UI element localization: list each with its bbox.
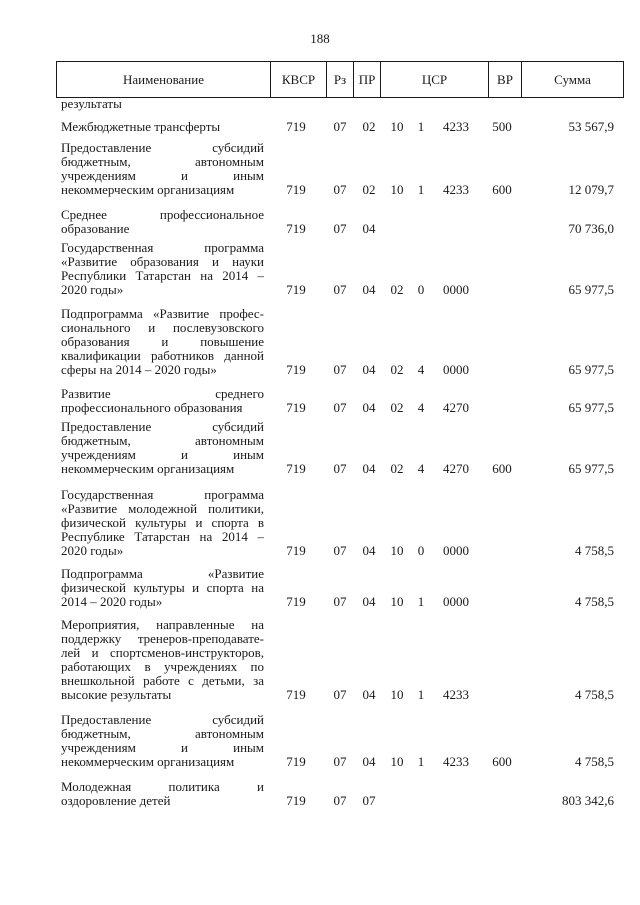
cell-kvsr: 719: [286, 119, 306, 134]
row-name-line: образования и повышение: [61, 334, 264, 349]
cell-kvsr: 719: [286, 282, 306, 297]
row-name-line: поддержку тренеров-преподавате-: [61, 631, 264, 646]
cell-rz: 07: [333, 221, 347, 236]
cell-kvsr: 719: [286, 687, 306, 702]
cell-sum: 65 977,5: [568, 400, 614, 415]
cell-rz: 07: [333, 400, 347, 415]
cell-sum: 70 736,0: [568, 221, 614, 236]
cell-rz: 07: [333, 119, 347, 134]
row-name-line: Межбюджетные трансферты: [61, 119, 221, 134]
row-name-line: 2020 годы»: [61, 543, 124, 558]
cell-csr3: 0000: [443, 543, 469, 558]
cell-kvsr: 719: [286, 221, 306, 236]
row-name: [61, 780, 264, 808]
cell-csr3: 4270: [443, 400, 469, 415]
cell-sum: 4 758,5: [575, 754, 614, 769]
cell-csr1: 10: [390, 543, 404, 558]
cell-rz: 07: [333, 362, 347, 377]
row-name-line: учреждениям и иным: [61, 168, 264, 183]
row-name-line: Республике Татарстан на 2014 –: [61, 529, 264, 544]
row-name-line: сферы на 2014 – 2020 годы»: [61, 362, 217, 377]
cell-rz: 07: [333, 754, 347, 769]
row-name-line: некоммерческим организациям: [61, 754, 235, 769]
cell-kvsr: 719: [286, 461, 306, 476]
row-name-line: некоммерческим организациям: [61, 461, 235, 476]
cell-pr: 04: [362, 362, 376, 377]
cell-csr1: 02: [390, 282, 404, 297]
table-header: [56, 61, 624, 98]
cell-sum: 803 342,6: [562, 793, 614, 808]
cell-pr: 04: [362, 754, 376, 769]
header-pr: ПР: [354, 62, 381, 97]
cell-csr3: 0000: [443, 282, 469, 297]
header-name: Наименование: [57, 62, 271, 97]
cell-csr3: 4270: [443, 461, 469, 476]
row-name-line: лей и спортсменов-инструкторов,: [61, 645, 264, 660]
cell-vr: 600: [492, 182, 512, 197]
row-name: [61, 488, 264, 558]
row-name-line: работающих в учреждениях по: [61, 659, 264, 674]
row-name-line: Подпрограмма «Развитие профес-: [61, 306, 264, 321]
header-kvsr: КВСР: [271, 62, 327, 97]
row-name-line: Развитие среднего: [61, 386, 264, 401]
cell-csr1: 10: [390, 594, 404, 609]
cell-sum: 53 567,9: [568, 119, 614, 134]
cell-csr2: 4: [417, 400, 425, 415]
cell-csr3: 4233: [443, 687, 469, 702]
header-sum: Сумма: [554, 72, 591, 87]
cell-kvsr: 719: [286, 793, 306, 808]
cell-rz: 07: [333, 543, 347, 558]
cell-csr2: 4: [417, 461, 425, 476]
row-name-line: учреждениям и иным: [61, 447, 264, 462]
cell-sum: 65 977,5: [568, 461, 614, 476]
row-name: [61, 420, 264, 476]
row-name-line: Мероприятия, направленные на: [61, 617, 264, 632]
row-name-line: 2014 – 2020 годы»: [61, 594, 163, 609]
row-name-line: Предоставление субсидий: [61, 419, 264, 434]
cell-kvsr: 719: [286, 594, 306, 609]
cell-csr1: 02: [390, 461, 404, 476]
row-name-line: Подпрограмма «Развитие: [61, 566, 264, 581]
cell-csr1: 10: [390, 754, 404, 769]
row-name-line: бюджетным, автономным: [61, 433, 264, 448]
cell-csr1: 10: [390, 119, 404, 134]
row-name-line: 2020 годы»: [61, 282, 124, 297]
row-name: [61, 713, 264, 769]
row-name-line: бюджетным, автономным: [61, 154, 264, 169]
cell-vr: 500: [492, 119, 512, 134]
cell-kvsr: 719: [286, 362, 306, 377]
cell-sum: 65 977,5: [568, 362, 614, 377]
row-name-line: Среднее профессиональное: [61, 207, 264, 222]
row-name-line: Молодежная политика и: [61, 779, 264, 794]
row-name-line: профессионального образования: [61, 400, 243, 415]
cell-sum: 65 977,5: [568, 282, 614, 297]
cell-kvsr: 719: [286, 182, 306, 197]
cell-pr: 02: [362, 119, 376, 134]
header-vr: ВР: [489, 62, 522, 97]
cell-csr2: 1: [417, 119, 425, 134]
cell-kvsr: 719: [286, 400, 306, 415]
cell-csr3: 0000: [443, 362, 469, 377]
row-name-line: Республики Татарстан на 2014 –: [61, 268, 264, 283]
row-name-line: «Развитие образования и науки: [61, 254, 264, 269]
row-name-line: физической культуры и спорта на: [61, 580, 264, 595]
cell-csr2: 1: [417, 182, 425, 197]
page-number: 188: [310, 31, 330, 46]
cell-csr2: 1: [417, 687, 425, 702]
cell-csr1: 02: [390, 362, 404, 377]
cell-pr: 04: [362, 687, 376, 702]
row-name: [61, 567, 264, 609]
row-name-line: результаты: [61, 96, 122, 111]
cell-pr: 04: [362, 400, 376, 415]
row-name-line: образование: [61, 221, 130, 236]
header-rz: Рз: [327, 62, 354, 97]
row-name-line: некоммерческим организациям: [61, 182, 235, 197]
row-name: [61, 97, 264, 111]
cell-csr3: 4233: [443, 754, 469, 769]
cell-rz: 07: [333, 594, 347, 609]
cell-csr1: 10: [390, 687, 404, 702]
row-name: [61, 387, 264, 415]
row-name: [61, 307, 264, 377]
cell-rz: 07: [333, 461, 347, 476]
row-name-line: Предоставление субсидий: [61, 712, 264, 727]
cell-pr: 04: [362, 461, 376, 476]
cell-csr1: 10: [390, 182, 404, 197]
cell-kvsr: 719: [286, 543, 306, 558]
cell-sum: 4 758,5: [575, 687, 614, 702]
row-name: [61, 618, 264, 702]
row-name-line: физической культуры и спорта в: [61, 515, 264, 530]
row-name-line: оздоровление детей: [61, 793, 171, 808]
row-name: [61, 208, 264, 236]
cell-rz: 07: [333, 793, 347, 808]
cell-kvsr: 719: [286, 754, 306, 769]
cell-rz: 07: [333, 182, 347, 197]
cell-csr3: 4233: [443, 182, 469, 197]
cell-pr: 04: [362, 282, 376, 297]
row-name: [61, 241, 264, 297]
row-name-line: внешкольной работе с детьми, за: [61, 673, 264, 688]
row-name-line: учреждениям и иным: [61, 740, 264, 755]
row-name-line: квалификации работников данной: [61, 348, 264, 363]
cell-csr1: 02: [390, 400, 404, 415]
cell-csr3: 0000: [443, 594, 469, 609]
cell-sum: 12 079,7: [568, 182, 614, 197]
cell-csr2: 4: [417, 362, 425, 377]
cell-rz: 07: [333, 687, 347, 702]
cell-csr2: 0: [417, 282, 425, 297]
cell-sum: 4 758,5: [575, 543, 614, 558]
cell-csr2: 1: [417, 754, 425, 769]
row-name: [61, 141, 264, 197]
row-name-line: высокие результаты: [61, 687, 172, 702]
cell-pr: 02: [362, 182, 376, 197]
header-csr: ЦСР: [381, 62, 489, 97]
row-name-line: Государственная программа: [61, 240, 264, 255]
cell-csr3: 4233: [443, 119, 469, 134]
row-name: [61, 120, 264, 134]
row-name-line: Предоставление субсидий: [61, 140, 264, 155]
cell-csr2: 1: [417, 594, 425, 609]
row-name-line: сионального и послевузовского: [61, 320, 264, 335]
cell-pr: 07: [362, 793, 376, 808]
cell-pr: 04: [362, 221, 376, 236]
row-name-line: бюджетным, автономным: [61, 726, 264, 741]
cell-pr: 04: [362, 543, 376, 558]
cell-vr: 600: [492, 754, 512, 769]
cell-csr2: 0: [417, 543, 425, 558]
cell-sum: 4 758,5: [575, 594, 614, 609]
cell-vr: 600: [492, 461, 512, 476]
cell-rz: 07: [333, 282, 347, 297]
cell-pr: 04: [362, 594, 376, 609]
row-name-line: «Развитие молодежной политики,: [61, 501, 264, 516]
row-name-line: Государственная программа: [61, 487, 264, 502]
